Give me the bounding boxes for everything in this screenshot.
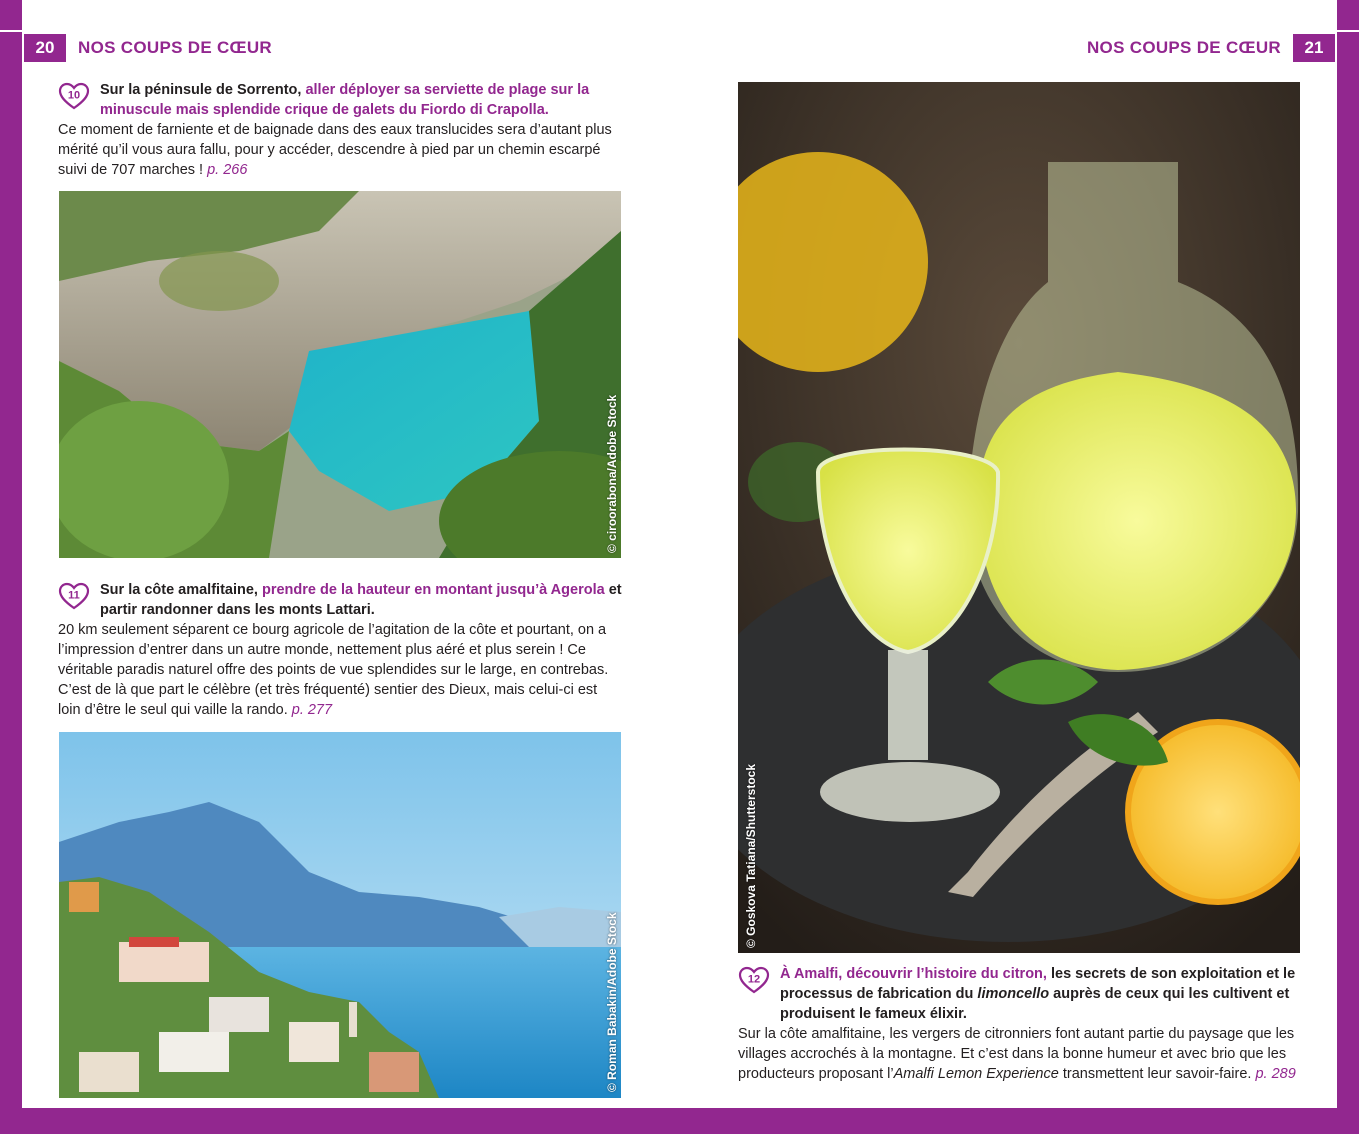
pick-lead: Sur la côte amalfitaine, prendre de la hauteur en montant jusqu’à Agerola et partir randonner dans les monts Lattari. xyxy=(100,582,622,618)
svg-text:11: 11 xyxy=(68,589,80,602)
pick-10 xyxy=(58,80,622,180)
pick-lead: À Amalfi, découvrir l’histoire du citron, les secrets de son exploitation et le processus de fabrication du limoncello auprès de ceux qui les cultivent et produisent le fameux élixir. xyxy=(780,966,1296,1022)
frame-bottom xyxy=(0,1108,1359,1134)
page-reference-link[interactable]: p. 266 xyxy=(207,162,248,178)
page-reference-link[interactable]: p. 277 xyxy=(291,702,333,718)
frame-top-left xyxy=(0,0,22,1134)
pick-body: Ce moment de farniente et de baignade dans des eaux translucides sera d’autant plus mérité qu’il vous aura fallu, pour y accéder, descendre à pied par un chemin escarpé suivi de 707 marches ! p. 266 xyxy=(58,122,612,178)
frame-right xyxy=(1337,0,1359,1134)
pick-11 xyxy=(58,580,622,720)
photo-limoncello xyxy=(738,82,1300,953)
heart-badge-icon xyxy=(58,82,90,110)
svg-text:10: 10 xyxy=(67,89,81,102)
pick-12 xyxy=(738,964,1302,1084)
photo-fiordo-di-crapolla xyxy=(59,191,621,558)
section-title-right: NOS COUPS DE CŒUR xyxy=(1086,38,1281,57)
pick-lead: Sur la péninsule de Sorrento, aller déployer sa serviette de plage sur la minuscule mais splendide crique de galets du Fiordo di Crapolla. xyxy=(100,82,590,118)
section-title-left: NOS COUPS DE CŒUR xyxy=(78,38,273,57)
pick-body: Sur la côte amalfitaine, les vergers de citronniers font autant partie du paysage que les villages accrochés à la montagne. Et c’est dans la bonne humeur et avec brio que les producteurs proposant l’Amalfi Lemon Experience transmettent leur savoir-faire. p. 289 xyxy=(738,1026,1296,1082)
photo-amalfi-coast xyxy=(59,732,621,1098)
pick-body: 20 km seulement séparent ce bourg agricole de l’agitation de la côte et pourtant, on a l’impression d’entrer dans un autre monde, nettement plus aéré et plus serein ! Ce véritable paradis naturel offre des points de vue splendides sur le large, en contrebas. C’est de là que part le célèbre (et très fréquenté) sentier des Dieux, mais celui-ci est loin d’être le seul qui vaille la rando. p. 277 xyxy=(58,622,609,718)
heart-badge-icon xyxy=(58,582,90,610)
page-number-right: 21 xyxy=(1293,34,1335,62)
heart-badge-icon xyxy=(738,966,770,994)
photo-credit: © Goskova Tatiana/Shutterstock xyxy=(744,763,758,948)
page-reference-link[interactable]: p. 289 xyxy=(1255,1066,1296,1082)
page-number-left: 20 xyxy=(24,34,66,62)
photo-credit: © ciroorabona/Adobe Stock xyxy=(605,394,619,553)
svg-text:12: 12 xyxy=(747,973,761,986)
photo-credit: © Roman Babakin/Adobe Stock xyxy=(605,912,619,1092)
frame-top-strip-left xyxy=(0,30,1359,32)
